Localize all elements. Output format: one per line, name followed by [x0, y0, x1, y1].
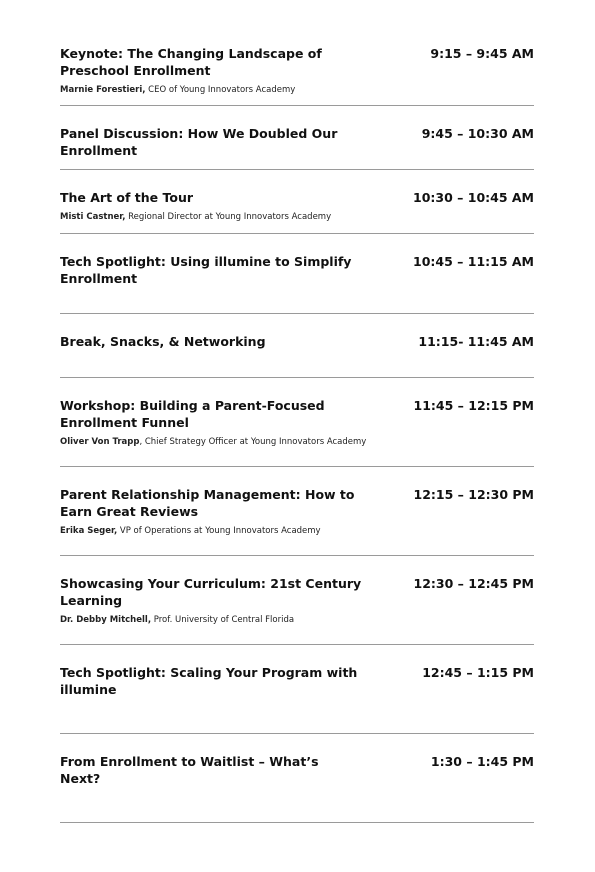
session-title: Tech Spotlight: Scaling Your Program with illumine: [60, 665, 358, 697]
divider: [60, 105, 534, 106]
speaker-name: Erika Seger,: [60, 526, 118, 536]
session-speaker: [60, 212, 331, 223]
session-speaker: [60, 615, 294, 626]
speaker-role: , Chief Strategy Officer at Young Innovators Academy: [139, 437, 367, 447]
session-title: Break, Snacks, & Networking: [60, 334, 266, 349]
speaker-name: Marnie Forestieri,: [60, 85, 146, 95]
session-title: Parent Relationship Management: How to Earn Great Reviews: [60, 487, 355, 519]
session-title: From Enrollment to Waitlist – What’s Next?: [60, 754, 319, 786]
session-title: Keynote: The Changing Landscape of Preschool Enrollment: [60, 46, 322, 78]
speaker-role: Prof. University of Central Florida: [151, 615, 295, 625]
session-time: 10:30 – 10:45 AM: [413, 190, 534, 205]
session-time: 12:45 – 1:15 PM: [422, 665, 534, 680]
session-time: 9:45 – 10:30 AM: [421, 126, 534, 141]
session-speaker: [60, 526, 321, 537]
speaker-role: VP of Operations at Young Innovators Academy: [117, 526, 321, 536]
divider: [60, 644, 534, 645]
session-time: 11:15- 11:45 AM: [418, 334, 534, 349]
divider: [60, 313, 534, 314]
session-time: 1:30 – 1:45 PM: [430, 754, 534, 769]
speaker-role: CEO of Young Innovators Academy: [145, 85, 296, 95]
divider: [60, 466, 534, 467]
divider: [60, 555, 534, 556]
session-time: 10:45 – 11:15 AM: [413, 254, 534, 269]
session-title: Panel Discussion: How We Doubled Our Enrollment: [60, 126, 338, 158]
divider: [60, 733, 534, 734]
session-time: 12:15 – 12:30 PM: [413, 487, 534, 502]
session-title: Tech Spotlight: Using illumine to Simplify Enrollment: [60, 254, 352, 286]
divider: [60, 233, 534, 234]
speaker-role: Regional Director at Young Innovators Academy: [125, 212, 332, 222]
session-title: Workshop: Building a Parent-Focused Enrollment Funnel: [60, 398, 325, 430]
speaker-name: Dr. Debby Mitchell,: [60, 615, 152, 625]
speaker-name: Oliver Von Trapp: [60, 437, 140, 447]
speaker-name: Misti Castner,: [60, 212, 126, 222]
session-title: The Art of the Tour: [60, 190, 194, 205]
session-speaker: [60, 437, 366, 448]
session-title: Showcasing Your Curriculum: 21st Century Learning: [60, 576, 362, 608]
session-time: 9:15 – 9:45 AM: [430, 46, 534, 61]
divider: [60, 377, 534, 378]
session-time: 12:30 – 12:45 PM: [413, 576, 534, 591]
session-speaker: [60, 85, 295, 96]
divider: [60, 822, 534, 823]
divider: [60, 169, 534, 170]
session-time: 11:45 – 12:15 PM: [413, 398, 534, 413]
